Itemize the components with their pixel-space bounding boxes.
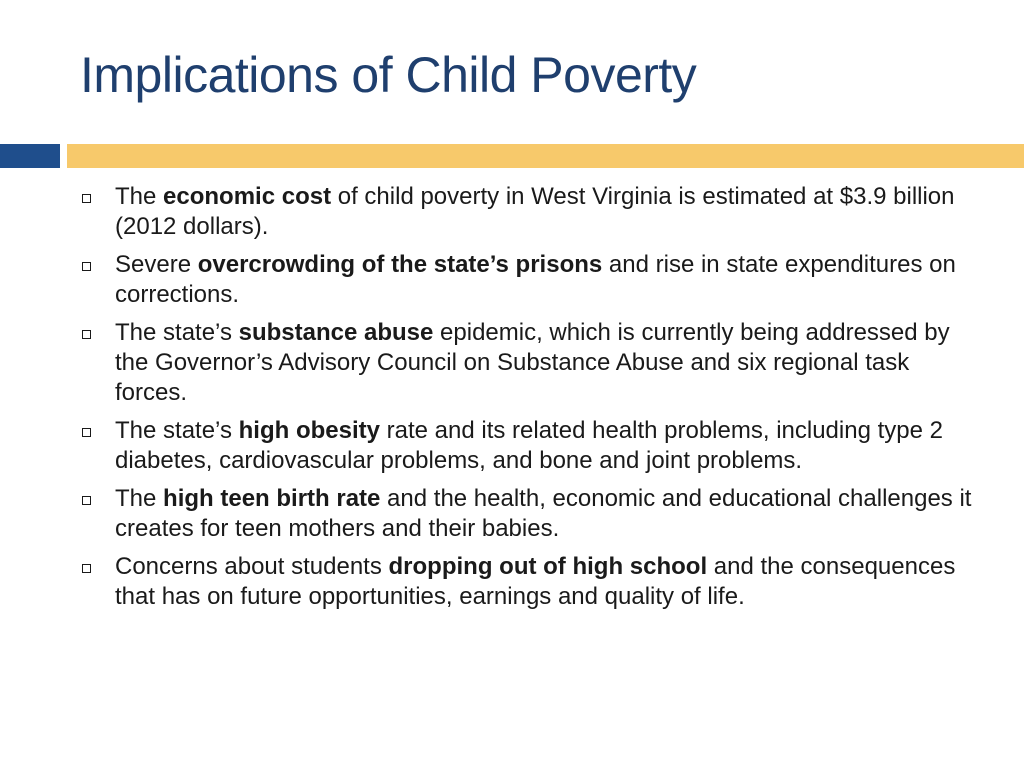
bullet-list: [80, 182, 980, 620]
bullet-text-bold: high teen birth rate: [163, 485, 381, 512]
bullet-text-plain: The: [115, 183, 164, 210]
bullet-item: [80, 250, 980, 310]
bullet-item: [80, 318, 980, 408]
bullet-text-plain: and the consequences that has on future opportunities, earnings and quality of life.: [115, 553, 956, 610]
bullet-text-plain: and the health, economic and educational challenges it creates for teen mothers and their babies.: [115, 485, 972, 542]
bullet-text-plain: epidemic, which is currently being addressed by the Governor’s Advisory Council on Substance Abuse and six regional task forces.: [115, 319, 950, 406]
bullet-text-bold: economic cost: [163, 183, 332, 210]
bullet-item: [80, 552, 980, 612]
bullet-text-plain: Concerns about students: [115, 553, 389, 580]
bullet-item: [80, 182, 980, 242]
square-bullet-icon: [82, 496, 91, 505]
bullet-text-bold: overcrowding of the state’s prisons: [197, 251, 603, 278]
bullet-text-plain: The: [115, 485, 164, 512]
title-divider-bar: [0, 144, 1024, 168]
bullet-text-plain: of child poverty in West Virginia is estimated at $3.9 billion (2012 dollars).: [115, 183, 955, 240]
bullet-text-plain: rate and its related health problems, including type 2 diabetes, cardiovascular problems, and bone and joint problems.: [115, 417, 943, 474]
bullet-text-bold: high obesity: [238, 417, 380, 444]
slide-title: Implications of Child Poverty: [80, 47, 697, 103]
bullet-text-bold: dropping out of high school: [388, 553, 708, 580]
divider-blue-segment: [0, 144, 60, 168]
square-bullet-icon: [82, 194, 91, 203]
square-bullet-icon: [82, 262, 91, 271]
square-bullet-icon: [82, 330, 91, 339]
bullet-text-plain: and rise in state expenditures on corrections.: [115, 251, 956, 308]
bullet-text-plain: The state’s: [115, 319, 239, 346]
bullet-item: [80, 416, 980, 476]
bullet-text-plain: Severe: [115, 251, 198, 278]
bullet-text-bold: substance abuse: [238, 319, 434, 346]
divider-gold-segment: [67, 144, 1024, 168]
bullet-item: [80, 484, 980, 544]
square-bullet-icon: [82, 428, 91, 437]
square-bullet-icon: [82, 564, 91, 573]
bullet-text-plain: The state’s: [115, 417, 239, 444]
